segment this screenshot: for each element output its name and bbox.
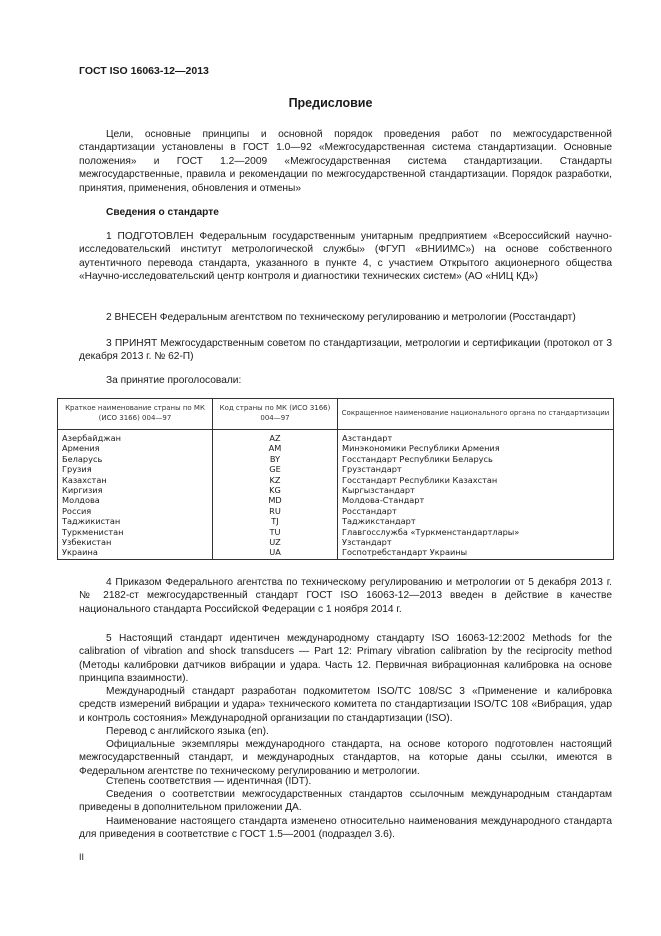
body-cell: Госстандарт Республики Беларусь <box>338 454 614 464</box>
table-row <box>58 547 614 559</box>
country-cell: Молдова <box>58 495 213 505</box>
item-1-text: 1 ПОДГОТОВЛЕН Федеральным государственным унитарным предприятием «Всероссийский научно-исследовательский институт метрологической службы» (ФГУП «ВНИИМС») на основе собственного аутентичного перевода стандарта, указанного в пункте 4, с участием Открытого акционерного общества «Научно-исследовательский центр контроля и диагностики технических систем» (АО «НИЦ КД») <box>79 231 612 283</box>
item-5-text: 5 Настоящий стандарт идентичен международному стандарту ISO 16063-12:2002 Methods for the calibration of vibration and shock transducers — Part 12: Primary vibration calibration by the reciprocity method (Методы калибровки датчиков вибрации и удара. Часть 12. Первичная вибрационная калибровка на основе принципа взаимности). <box>79 633 612 685</box>
header-code: Код страны по МК (ИСО 3166) 004—97 <box>213 399 338 430</box>
item-2-text: 2 ВНЕСЕН Федеральным агентством по техническому регулированию и метрологии (Росстандарт) <box>106 312 576 323</box>
body-cell: Кыргызстандарт <box>338 485 614 495</box>
table-row <box>58 485 614 495</box>
item-5-references-paragraph <box>79 788 612 815</box>
country-cell: Армения <box>58 443 213 453</box>
intro-text: Цели, основные принципы и основной порядок проведения работ по межгосударственной стандартизации установлены в ГОСТ 1.0—92 «Межгосударственная система стандартизации. Основные положения» и ГОСТ 1.2—2009 «Межгосударственная система стандартизации. Стандарты межгосударственные, правила и рекомендации по межгосударственной стандартизации. Порядок разработки, принятия, применения, обновления и отмены» <box>79 129 612 194</box>
country-cell: Беларусь <box>58 454 213 464</box>
body-cell: Азстандарт <box>338 430 614 444</box>
table-row <box>58 443 614 453</box>
body-cell: Росстандарт <box>338 506 614 516</box>
code-cell: TU <box>213 527 338 537</box>
item-5-name-paragraph <box>79 815 612 842</box>
item-4-text: 4 Приказом Федерального агентства по техническому регулированию и метрологии от 5 декабря 2013 г. № 2182-ст межгосударственный стандарт ГОСТ ISO 16063-12—2013 введен в действие в качестве национального стандарта Российской Федерации с 1 ноября 2014 г. <box>79 577 612 615</box>
code-cell: AZ <box>213 430 338 444</box>
code-cell: AM <box>213 443 338 453</box>
country-cell: Узбекистан <box>58 537 213 547</box>
body-cell: Узстандарт <box>338 537 614 547</box>
item-5-degree-paragraph <box>79 775 612 788</box>
item-2-paragraph <box>79 311 612 324</box>
country-cell: Киргизия <box>58 485 213 495</box>
country-cell: Россия <box>58 506 213 516</box>
country-cell: Украина <box>58 547 213 559</box>
body-cell: Минэкономики Республики Армения <box>338 443 614 453</box>
item-5-name-text: Наименование настоящего стандарта изменено относительно наименования международного стандарта для приведения в соответствие с ГОСТ 1.5—2001 (подраздел 3.6). <box>79 816 612 841</box>
section-title: Сведения о стандарте <box>106 207 219 218</box>
item-5-degree-text: Степень соответствия — идентичная (IDT). <box>106 776 312 787</box>
page-number: II <box>79 852 85 862</box>
item-1-paragraph <box>79 230 612 284</box>
country-cell: Таджикистан <box>58 516 213 526</box>
code-cell: KZ <box>213 475 338 485</box>
code-cell: UZ <box>213 537 338 547</box>
table-row <box>58 516 614 526</box>
item-5-translation-paragraph <box>79 725 612 738</box>
item-5-paragraph <box>79 632 612 686</box>
voted-label: За принятие проголосовали: <box>106 375 242 386</box>
country-cell: Азербайджан <box>58 430 213 444</box>
item-5-translation-text: Перевод с английского языка (en). <box>106 726 269 737</box>
code-cell: RU <box>213 506 338 516</box>
code-cell: KG <box>213 485 338 495</box>
code-cell: BY <box>213 454 338 464</box>
document-id: ГОСТ ISO 16063-12—2013 <box>79 65 209 77</box>
intro-paragraph <box>79 128 612 195</box>
item-5-development-text: Международный стандарт разработан подкомитетом ISO/TC 108/SC 3 «Применение и калибровка средств измерений вибрации и удара» технического комитета по стандартизации ISO/TC 108 «Вибрация, удар и контроль состояния» Международной организации по стандартизации (ISO). <box>79 686 612 724</box>
body-cell: Госстандарт Республики Казахстан <box>338 475 614 485</box>
table-row <box>58 430 614 444</box>
code-cell: GE <box>213 464 338 474</box>
item-5-copies-paragraph <box>79 738 612 778</box>
item-5-copies-text: Официальные экземпляры международного стандарта, на основе которого подготовлен настоящий межгосударственный стандарт, и международных стандартов, на которые даны ссылки, имеются в Федеральном агентстве по техническому регулированию и метрологии. <box>79 739 612 777</box>
code-cell: UA <box>213 547 338 559</box>
country-cell: Казахстан <box>58 475 213 485</box>
header-body: Сокращенное наименование национального органа по стандартизации <box>338 399 614 430</box>
country-cell: Грузия <box>58 464 213 474</box>
member-states-table <box>57 398 614 560</box>
item-5-references-text: Сведения о соответствии межгосударственных стандартов ссылочным международным стандартам приведены в дополнительном приложении ДА. <box>79 789 612 814</box>
code-cell: TJ <box>213 516 338 526</box>
table-header-row <box>58 399 614 430</box>
body-cell: Главгосслужба «Туркменстандартлары» <box>338 527 614 537</box>
table-row <box>58 495 614 505</box>
table-row <box>58 506 614 516</box>
table-row <box>58 527 614 537</box>
code-cell: MD <box>213 495 338 505</box>
item-3-paragraph <box>79 337 612 364</box>
item-3-text: 3 ПРИНЯТ Межгосударственным советом по стандартизации, метрологии и сертификации (протокол от 3 декабря 2013 г. № 62-П) <box>79 338 612 363</box>
table-row <box>58 454 614 464</box>
item-5-development-paragraph <box>79 685 612 725</box>
body-cell: Молдова-Стандарт <box>338 495 614 505</box>
body-cell: Госпотребстандарт Украины <box>338 547 614 559</box>
table-row <box>58 475 614 485</box>
table-row <box>58 464 614 474</box>
item-4-paragraph <box>79 576 612 616</box>
header-country: Краткое наименование страны по МК (ИСО 3166) 004—97 <box>58 399 213 430</box>
body-cell: Грузстандарт <box>338 464 614 474</box>
body-cell: Таджикстандарт <box>338 516 614 526</box>
page-title: Предисловие <box>288 96 373 110</box>
table-row <box>58 537 614 547</box>
country-cell: Туркменистан <box>58 527 213 537</box>
